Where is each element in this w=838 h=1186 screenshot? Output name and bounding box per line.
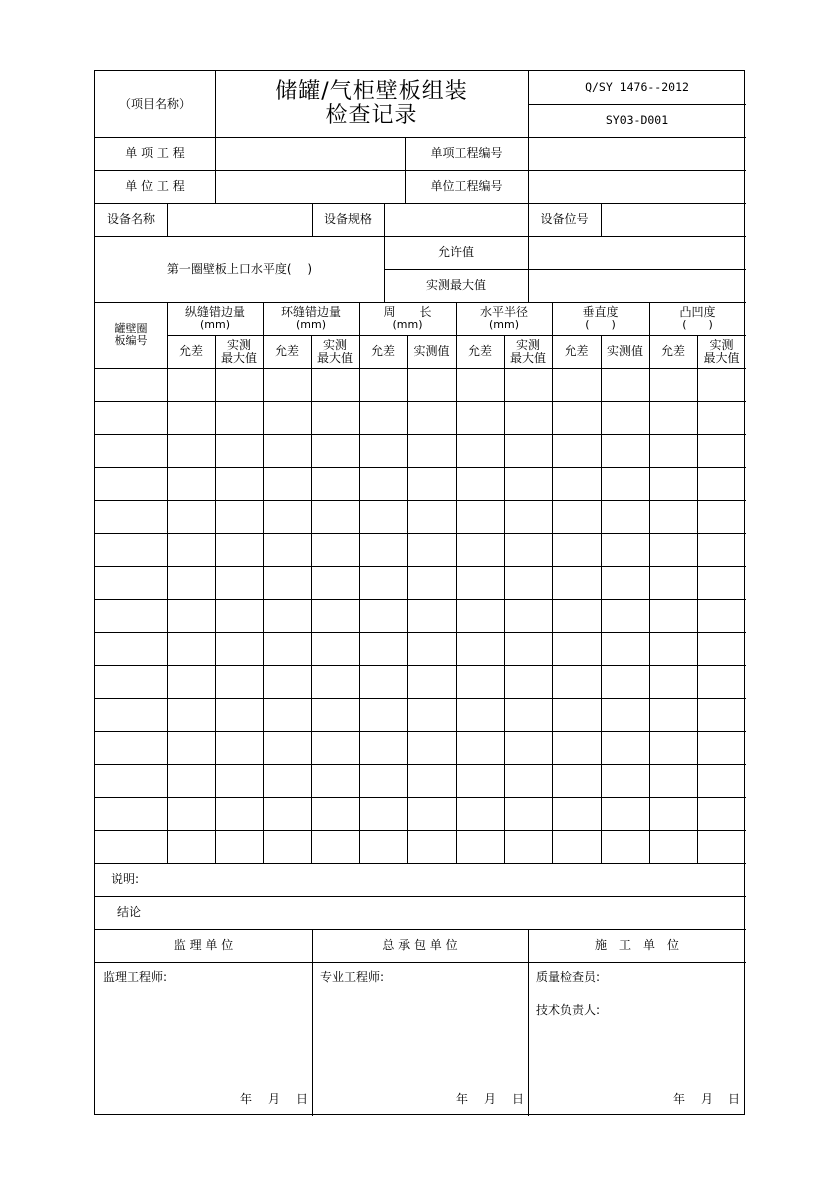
technical-lead-label: 技术负责人: — [536, 1002, 601, 1017]
group-unit: (mm) — [199, 318, 230, 331]
sub-header-line-1: 实测 — [226, 337, 251, 352]
group-header-circumferential-misalignment — [263, 302, 359, 335]
description-label: 说明: — [111, 872, 140, 886]
sub-header-line-2: 最大值 — [220, 350, 257, 365]
sub-header-measured-max — [215, 335, 263, 368]
allowed-value-field[interactable] — [528, 236, 746, 269]
sub-header-measured-value: 实测值 — [413, 344, 450, 358]
item-project-field[interactable] — [215, 137, 405, 170]
conclusion-field[interactable] — [167, 896, 746, 929]
unit-project-field[interactable] — [215, 170, 405, 203]
sub-header-line-1: 实测 — [322, 337, 347, 352]
sub-header-line-2: 最大值 — [703, 350, 740, 365]
item-project-no-field[interactable] — [528, 137, 746, 170]
group-header-longitudinal-misalignment — [167, 302, 263, 335]
group-header-horizontal-radius — [456, 302, 552, 335]
sub-header-tolerance: 允差 — [564, 344, 589, 358]
project-name-label: （项目名称） — [118, 96, 191, 111]
item-project-no-label: 单项工程编号 — [430, 146, 503, 160]
sub-header-measured-max — [504, 335, 552, 368]
sign-date-day: 日 — [295, 1091, 308, 1106]
sub-header-measured-max — [697, 335, 746, 368]
sub-header-tolerance: 允差 — [467, 344, 492, 358]
quality-inspector-label: 质量检查员: — [536, 969, 601, 984]
group-name: 周 长 — [383, 305, 432, 319]
group-name: 凸凹度 — [679, 305, 716, 319]
construction-unit-header: 施 工 单 位 — [594, 938, 679, 952]
sub-header-tolerance: 允差 — [274, 344, 299, 358]
supervision-unit-header: 监 理 单 位 — [173, 938, 234, 952]
group-unit: ( ) — [585, 318, 616, 331]
group-name: 环缝错边量 — [280, 305, 341, 319]
group-unit: (mm) — [392, 318, 423, 331]
sign-date-day: 日 — [511, 1091, 524, 1106]
group-unit: ( ) — [682, 318, 713, 331]
equipment-position-field[interactable] — [601, 203, 746, 236]
unit-project-label: 单 位 工 程 — [125, 179, 185, 193]
equipment-name-label: 设备名称 — [106, 212, 155, 226]
first-ring-level-label: 第一圈壁板上口水平度( ) — [166, 261, 313, 276]
equipment-spec-field[interactable] — [384, 203, 528, 236]
form-code: SY03-D001 — [605, 113, 669, 127]
sign-date-month: 月 — [267, 1091, 280, 1106]
measured-max-label: 实测最大值 — [425, 278, 486, 292]
sign-date-day: 日 — [727, 1091, 740, 1106]
sub-header-measured-max — [311, 335, 359, 368]
group-unit: (mm) — [295, 318, 326, 331]
group-name: 纵缝错边量 — [184, 305, 245, 319]
supervision-engineer-label: 监理工程师: — [103, 969, 168, 984]
row-header-line-2: 板编号 — [114, 334, 148, 347]
sub-header-line-1: 实测 — [709, 337, 734, 352]
allowed-value-label: 允许值 — [437, 245, 474, 259]
sub-header-tolerance: 允差 — [370, 344, 395, 358]
sub-header-line-2: 最大值 — [509, 350, 546, 365]
inspection-record-form — [94, 70, 745, 1115]
sub-header-tolerance: 允差 — [178, 344, 203, 358]
form-title-line-2: 检查记录 — [325, 103, 418, 128]
group-header-unevenness — [649, 302, 746, 335]
group-unit: (mm) — [488, 318, 519, 331]
sub-header-measured-value: 实测值 — [606, 344, 643, 358]
sign-date-month: 月 — [483, 1091, 496, 1106]
standard-code: Q/SY 1476--2012 — [585, 80, 689, 94]
group-name: 垂直度 — [582, 305, 619, 319]
group-header-circumference — [359, 302, 456, 335]
unit-project-no-label: 单位工程编号 — [430, 179, 503, 193]
sign-date-year: 年 — [239, 1091, 252, 1106]
professional-engineer-label: 专业工程师: — [320, 969, 385, 984]
group-header-verticality — [552, 302, 649, 335]
equipment-name-field[interactable] — [167, 203, 312, 236]
group-name: 水平半径 — [479, 305, 528, 319]
sign-date-month: 月 — [700, 1091, 713, 1106]
sub-header-line-2: 最大值 — [316, 350, 353, 365]
item-project-label: 单 项 工 程 — [125, 146, 185, 160]
description-field[interactable] — [167, 863, 746, 896]
sign-date-year: 年 — [672, 1091, 685, 1106]
equipment-position-label: 设备位号 — [540, 212, 589, 226]
sub-header-tolerance: 允差 — [660, 344, 685, 358]
general-contractor-header: 总 承 包 单 位 — [382, 938, 458, 952]
measured-max-field[interactable] — [528, 269, 746, 302]
row-header-plate-no — [95, 302, 167, 368]
unit-project-no-field[interactable] — [528, 170, 746, 203]
equipment-spec-label: 设备规格 — [323, 212, 372, 226]
conclusion-label: 结论 — [117, 905, 142, 919]
form-title — [215, 71, 528, 137]
form-title-line-1: 储罐/气柜壁板组装 — [275, 79, 468, 104]
row-header-line-1: 罐壁圈 — [114, 322, 148, 335]
data-rows-area[interactable] — [95, 368, 746, 863]
sub-header-line-1: 实测 — [515, 337, 540, 352]
sign-date-year: 年 — [455, 1091, 468, 1106]
rule — [95, 962, 746, 963]
